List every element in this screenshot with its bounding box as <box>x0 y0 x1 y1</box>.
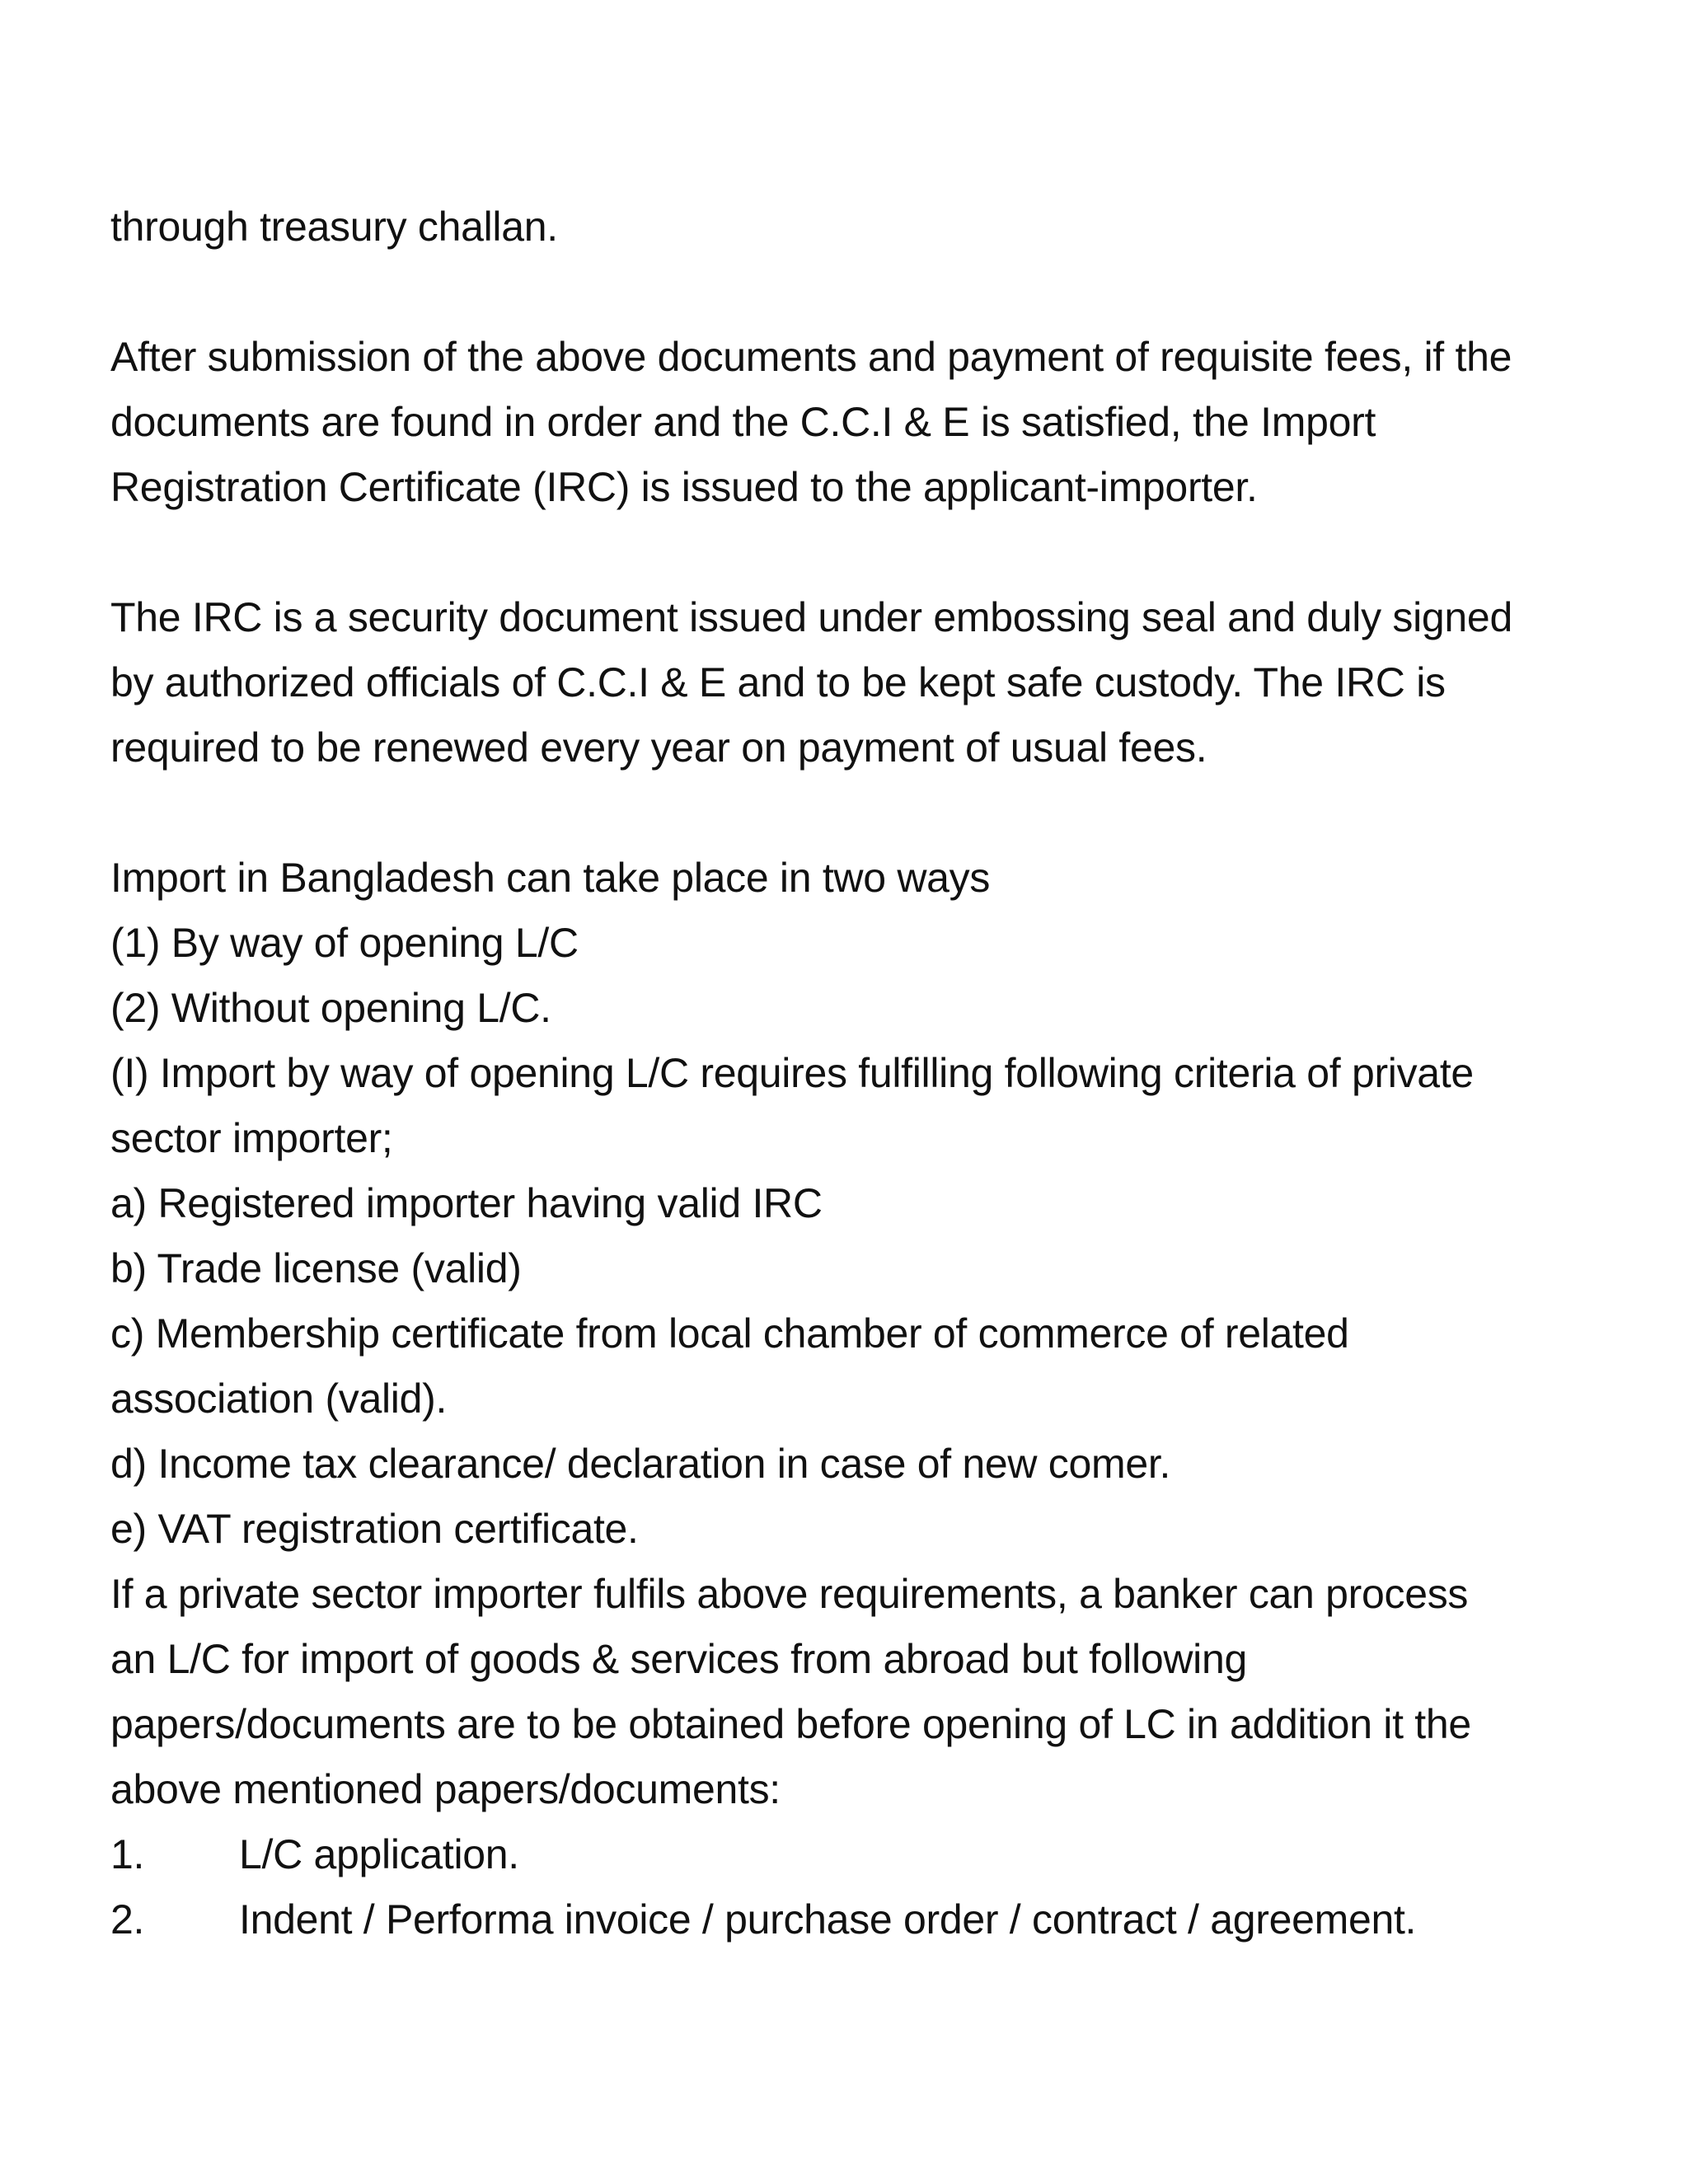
text-line: If a private sector importer fulfils above requirements, a banker can process <box>110 1571 1469 1617</box>
text-line: d) Income tax clearance/ declaration in case of new comer. <box>110 1441 1171 1487</box>
text-line: (I) Import by way of opening L/C requires fulfilling following criteria of private <box>110 1050 1474 1096</box>
text-line: Import in Bangladesh can take place in two ways <box>110 855 991 901</box>
text-line: documents are found in order and the C.C.I & E is satisfied, the Import <box>110 399 1376 445</box>
list-item-number: 2. <box>110 1896 145 1943</box>
list-item <box>110 1822 1627 1887</box>
text-line: by authorized officials of C.C.I & E and to be kept safe custody. The IRC is <box>110 659 1446 705</box>
document-body <box>110 194 1627 1952</box>
paragraph-gap <box>110 260 1627 325</box>
text-line: association (valid). <box>110 1376 448 1422</box>
list-item-text: L/C application. <box>239 1831 519 1877</box>
text-line: c) Membership certificate from local chamber of commerce of related <box>110 1310 1349 1357</box>
paragraph-intro <box>110 194 1627 260</box>
text-line: a) Registered importer having valid IRC <box>110 1180 823 1226</box>
text-line: b) Trade license (valid) <box>110 1245 522 1291</box>
text-line: above mentioned papers/documents: <box>110 1766 781 1812</box>
list-item-text: Indent / Performa invoice / purchase order / contract / agreement. <box>239 1896 1417 1943</box>
list-item-number: 1. <box>110 1831 145 1877</box>
numbered-list <box>110 1822 1627 1952</box>
paragraph-gap <box>110 780 1627 846</box>
text-line: (2) Without opening L/C. <box>110 985 551 1031</box>
paragraph-irc-security <box>110 585 1627 780</box>
text-line: required to be renewed every year on payment of usual fees. <box>110 724 1207 771</box>
text-line: After submission of the above documents and payment of requisite fees, if the <box>110 334 1512 380</box>
paragraph-irc-issuance <box>110 325 1627 520</box>
text-line: through treasury challan. <box>110 204 558 250</box>
text-line: The IRC is a security document issued under embossing seal and duly signed <box>110 594 1512 640</box>
paragraph-import-ways <box>110 846 1627 1822</box>
text-line: papers/documents are to be obtained before opening of LC in addition it the <box>110 1701 1471 1747</box>
text-line: e) VAT registration certificate. <box>110 1506 639 1552</box>
text-line: an L/C for import of goods & services from abroad but following <box>110 1636 1248 1682</box>
text-line: sector importer; <box>110 1115 393 1161</box>
paragraph-gap <box>110 520 1627 585</box>
list-item <box>110 1887 1627 1952</box>
text-line: Registration Certificate (IRC) is issued to the applicant-importer. <box>110 464 1258 510</box>
text-line: (1) By way of opening L/C <box>110 920 579 966</box>
